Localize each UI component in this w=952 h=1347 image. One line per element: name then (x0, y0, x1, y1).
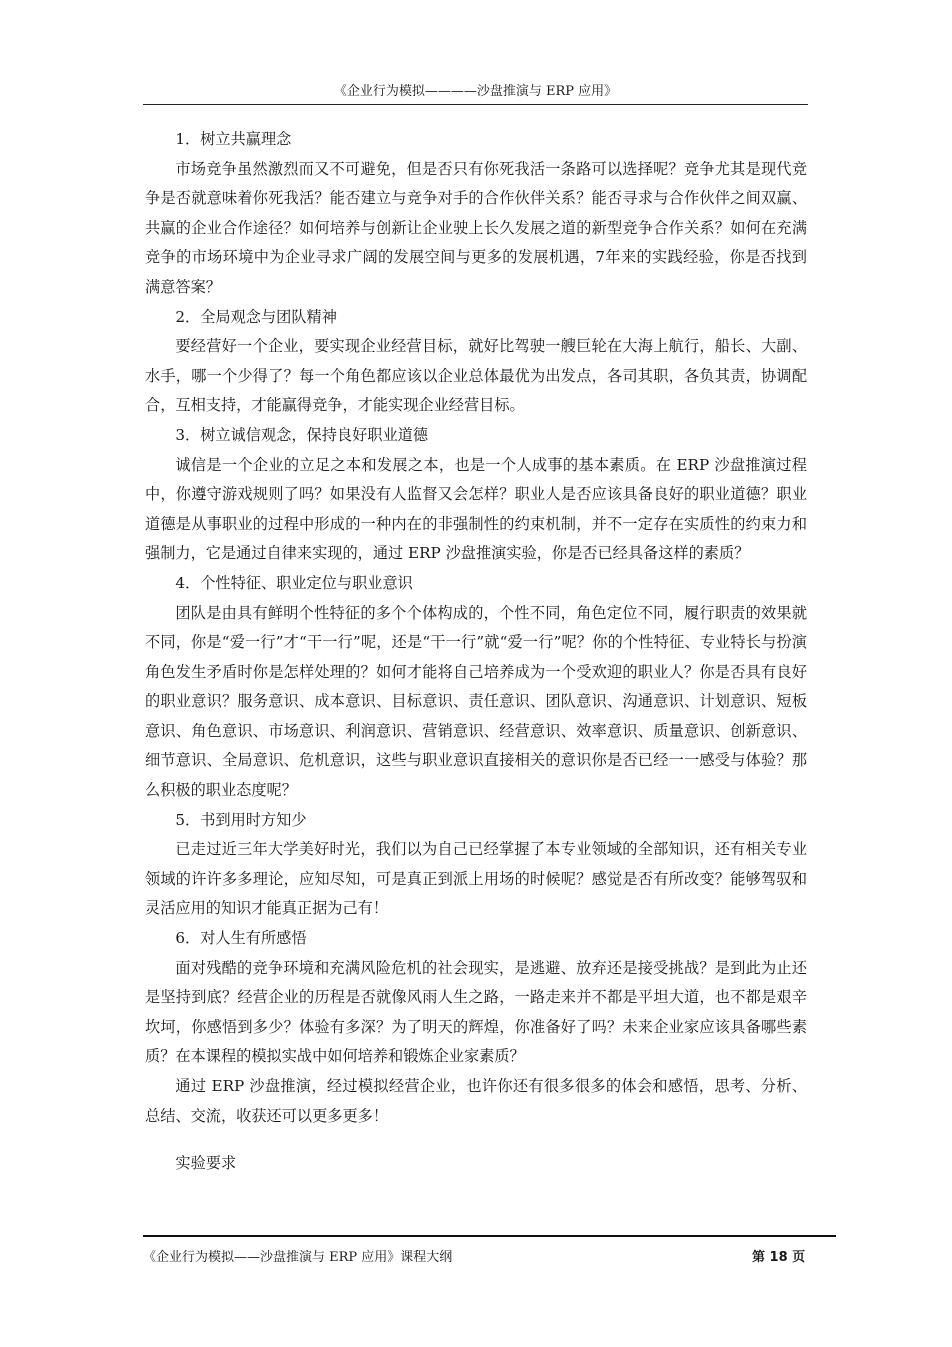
paragraph-2: 要经营好一个企业，要实现企业经营目标，就好比驾驶一艘巨轮在大海上航行，船长、大副、水手，哪一个少得了？每一个角色都应该以企业总体最优为出发点，各司其职，各负其责，协调配合，互相支持，才能赢得竞争，才能实现企业经营目标。 (145, 337, 807, 415)
paragraph-6: 面对残酷的竞争环境和充满风险危机的社会现实，是逃避、放弃还是接受挑战？是到此为止还是坚持到底？经营企业的历程是否就像风雨人生之路，一路走来并不都是平坦大道，也不都是艰辛坎坷，你感悟到多少？体验有多深？为了明天的辉煌，你准备好了吗？未来企业家应该具备哪些素质？在本课程的模拟实战中如何培养和锻炼企业家素质？ (145, 958, 807, 1066)
footer-divider (143, 1235, 836, 1237)
section-heading-1: 1．树立共赢理念 (175, 130, 292, 148)
page-header: 《企业行为模拟————沙盘推演与 ERP 应用》 (333, 84, 618, 99)
section-heading-2: 2．全局观念与团队精神 (175, 307, 337, 326)
paragraph-1: 市场竞争虽然激烈而又不可避免，但是否只有你死我活一条路可以选择呢？竞争尤其是现代竞争是否就意味着你死我活？能否建立与竞争对手的合作伙伴关系？能否寻求与合作伙伴之间双赢、共赢的企业合作途径？如何培养与创新让企业驶上长久发展之道的新型竞争合作关系？如何在充满竞争的市场环境中为企业寻求广阔的发展空间与更多的发展机遇，7年来的实践经验，你是否找到满意答案？ (145, 159, 807, 296)
section-heading-4: 4．个性特征、职业定位与职业意识 (175, 573, 413, 592)
section-heading-3: 3．树立诚信观念，保持良好职业道德 (175, 425, 429, 444)
paragraph-7: 通过 ERP 沙盘推演，经过模拟经营企业，也许你还有很多很多的体会和感悟，思考、分析、总结、交流，收获还可以更多更多！ (145, 1077, 807, 1125)
paragraph-3: 诚信是一个企业的立足之本和发展之本，也是一个人成事的基本素质。在 ERP 沙盘推演过程中，你遵守游戏规则了吗？如果没有人监督又会怎样？职业人是否应该具备良好的职业道德？职业道德是从事职业的过程中形成的一种内在的非强制性的约束机制，并不一定存在实质性的约束力和强制力，它是通过自律来实现的，通过 ERP 沙盘推演实验，你是否已经具备这样的素质？ (145, 455, 807, 563)
header-divider (143, 104, 808, 105)
document-body (145, 125, 807, 1179)
section-heading-experiment-requirements: 实验要求 (175, 1154, 237, 1173)
footer-course-title: 《企业行为模拟——沙盘推演与 ERP 应用》课程大纲 (143, 1250, 453, 1265)
section-heading-6: 6．对人生有所感悟 (175, 929, 307, 948)
section-heading-5: 5．书到用时方知少 (175, 810, 307, 829)
paragraph-4: 团队是由具有鲜明个性特征的多个个体构成的，个性不同，角色定位不同，履行职责的效果就不同，你是“爱一行”才“干一行”呢，还是“干一行”就“爱一行”呢？你的个性特征、专业特长与扮演角色发生矛盾时你是怎样处理的？如何才能将自己培养成为一个受欢迎的职业人？你是否具有良好的职业意识？服务意识、成本意识、目标意识、责任意识、团队意识、沟通意识、计划意识、短板意识、角色意识、市场意识、利润意识、营销意识、经营意识、效率意识、质量意识、创新意识、细节意识、全局意识、危机意识，这些与职业意识直接相关的意识你是否已经一一感受与体验？那么积极的职业态度呢？ (145, 603, 807, 800)
paragraph-5: 已走过近三年大学美好时光，我们以为自己已经掌握了本专业领域的全部知识，还有相关专业领域的许许多多理论，应知尽知，可是真正到派上用场的时候呢？感觉是否有所改变？能够驾驭和灵活应用的知识才能真正据为己有！ (145, 840, 807, 918)
page-number: 第 18 页 (752, 1250, 806, 1265)
